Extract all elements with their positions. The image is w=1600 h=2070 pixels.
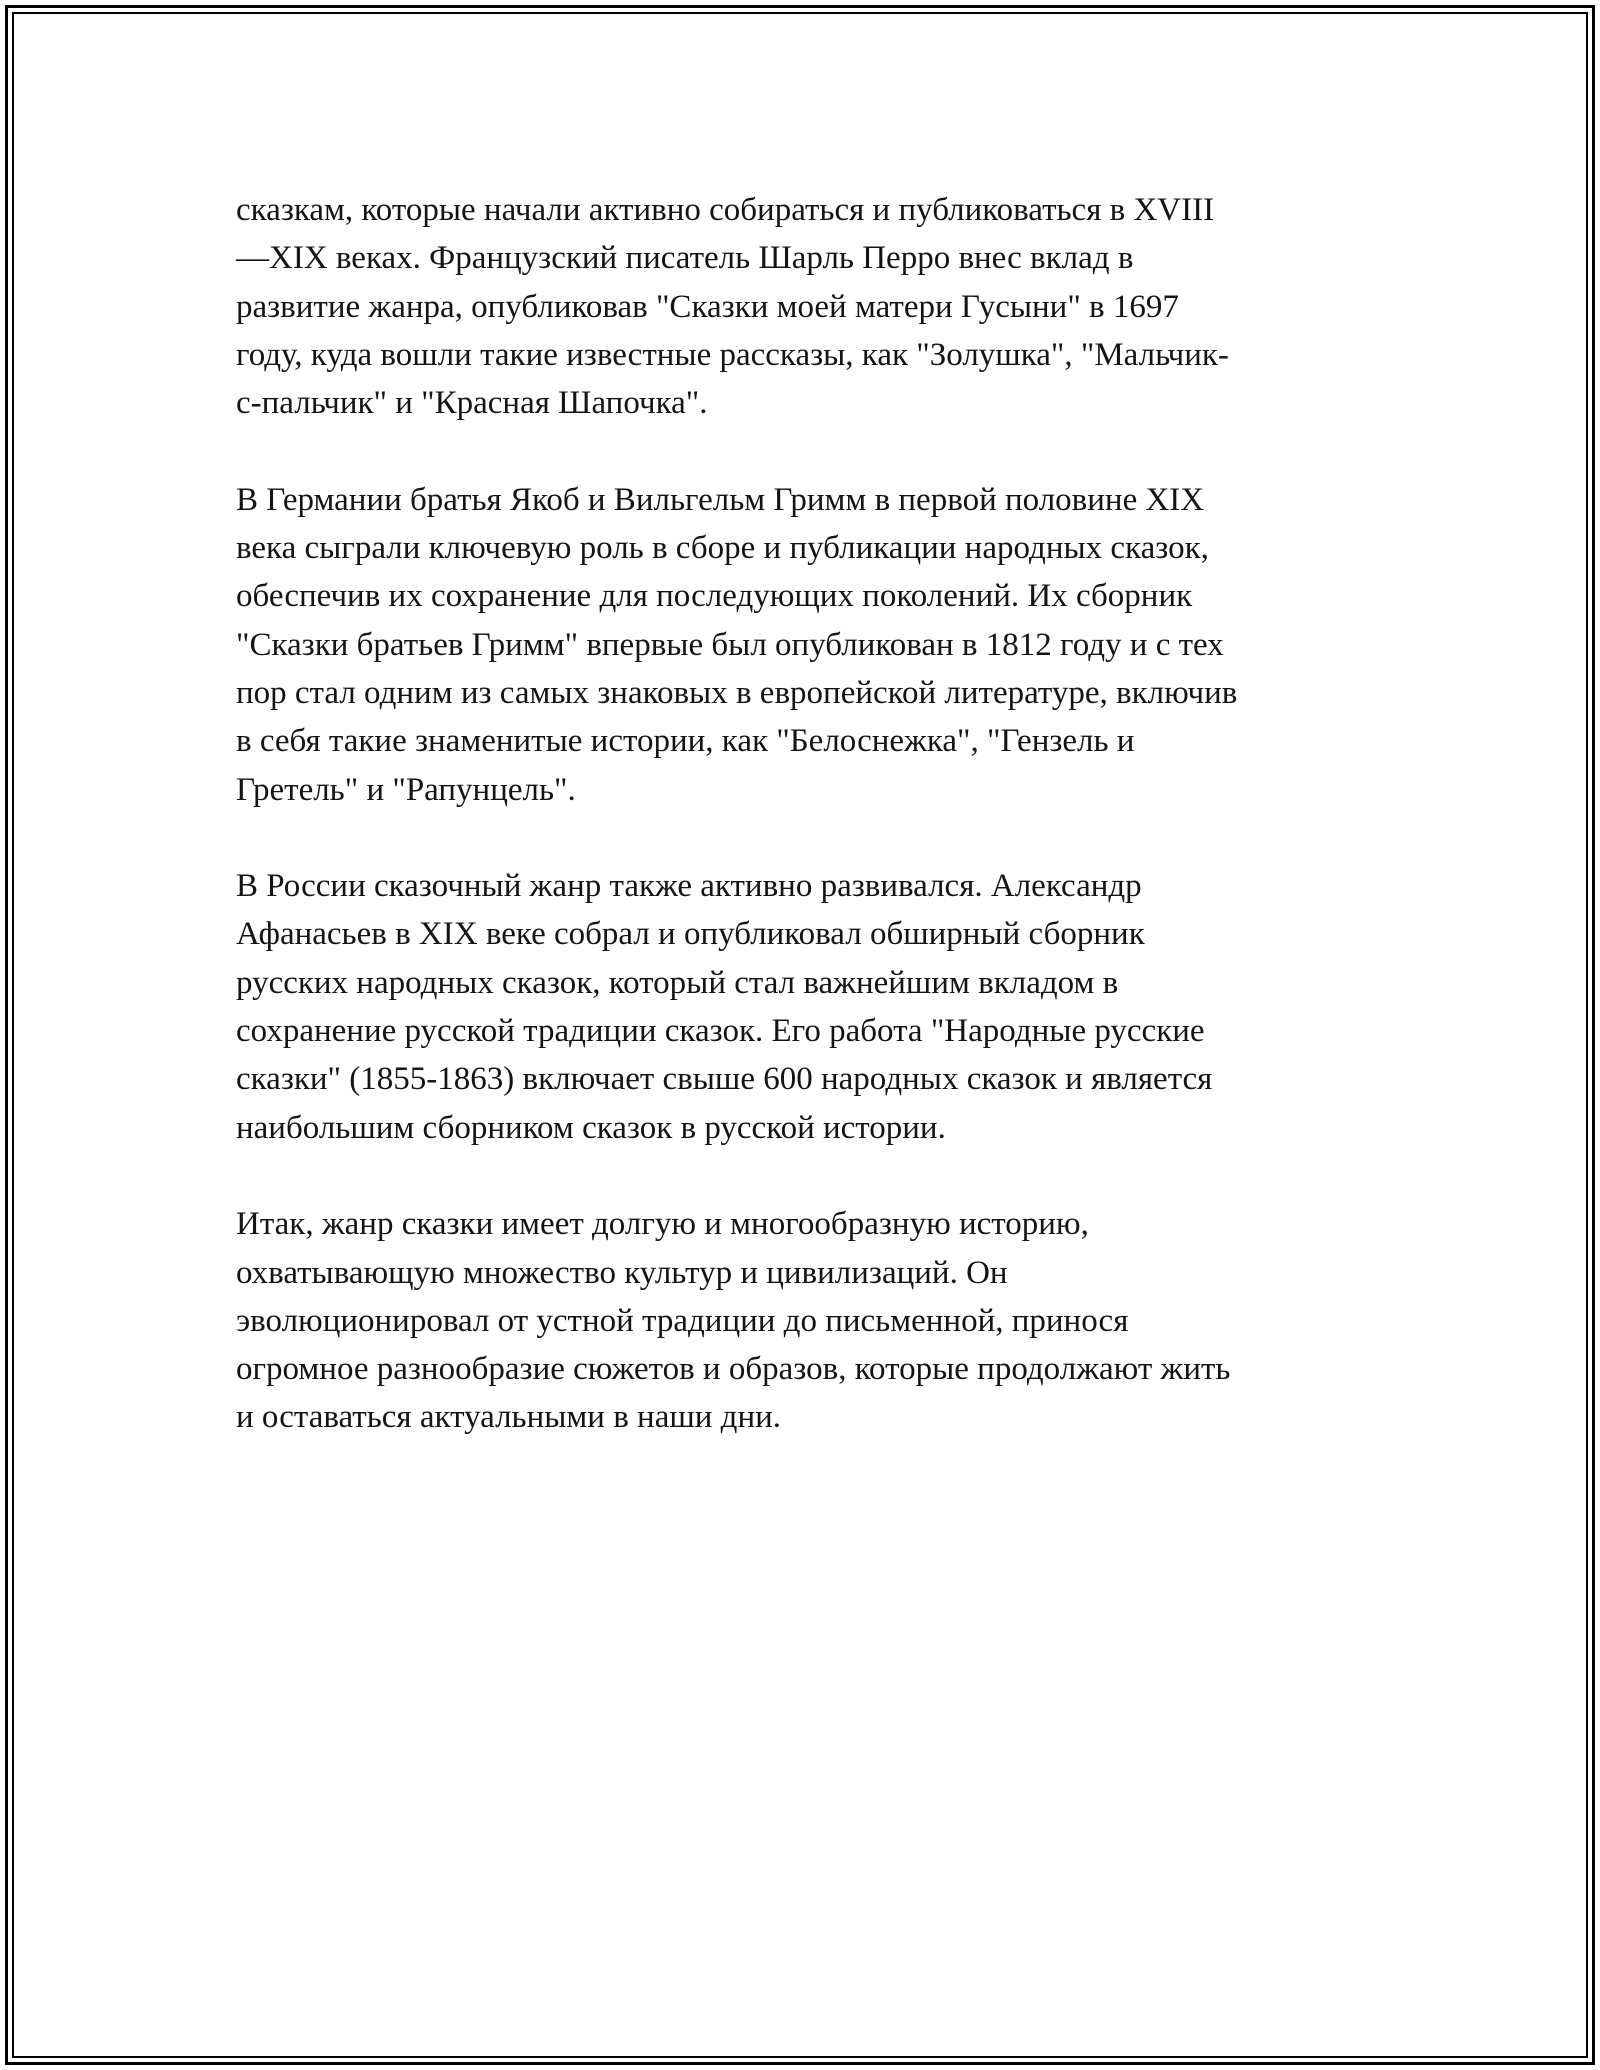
text-line: эволюционировал от устной традиции до письменной, принося (236, 1302, 1129, 1339)
text-line: В России сказочный жанр также активно развивался. Александр (236, 868, 1142, 905)
text-line: века сыграли ключевую роль в сборе и публикации народных сказок, (236, 530, 1209, 567)
paragraph-conclusion (236, 1200, 1366, 1441)
paragraph-grimm (236, 476, 1366, 814)
text-line: в себя такие знаменитые истории, как "Белоснежка", "Гензель и (236, 723, 1135, 760)
text-line: развитие жанра, опубликовав "Сказки моей матери Гусыни" в 1697 (236, 288, 1179, 325)
text-line: сказки" (1855-1863) включает свыше 600 народных сказок и является (236, 1061, 1213, 1098)
document-body (236, 186, 1366, 1490)
text-line: и оставаться актуальными в наши дни. (236, 1399, 782, 1436)
text-line: Афанасьев в XIX веке собрал и опубликовал обширный сборник (236, 916, 1145, 953)
text-line: обеспечив их сохранение для последующих поколений. Их сборник (236, 578, 1193, 615)
text-line: сказкам, которые начали активно собираться и публиковаться в XVIII (236, 192, 1215, 228)
text-line: Итак, жанр сказки имеет долгую и многообразную историю, (236, 1206, 1089, 1243)
text-line: "Сказки братьев Гримм" впервые был опубликован в 1812 году и с тех (236, 626, 1224, 663)
text-line: пор стал одним из самых знаковых в европейской литературе, включив (236, 674, 1238, 711)
text-line: В Германии братья Якоб и Вильгельм Гримм в первой половине XIX (236, 481, 1205, 518)
text-line: русских народных сказок, который стал важнейшим вкладом в (236, 964, 1119, 1001)
text-line: Гретель" и "Рапунцель". (236, 771, 576, 808)
text-line: охватывающую множество культур и цивилизаций. Он (236, 1254, 1008, 1291)
paragraph-perrault (236, 186, 1366, 427)
text-line: —XIX веках. Французский писатель Шарль Перро внес вклад в (236, 240, 1134, 277)
text-line: сохранение русской традиции сказок. Его работа "Народные русские (236, 1013, 1205, 1050)
text-line: году, куда вошли такие известные рассказы, как "Золушка", "Мальчик- (236, 336, 1229, 373)
text-line: огромное разнообразие сюжетов и образов, которые продолжают жить (236, 1351, 1231, 1388)
text-line: наибольшим сборником сказок в русской истории. (236, 1109, 946, 1146)
paragraph-afanasyev (236, 862, 1366, 1152)
text-line: с-пальчик" и "Красная Шапочка". (236, 385, 708, 422)
